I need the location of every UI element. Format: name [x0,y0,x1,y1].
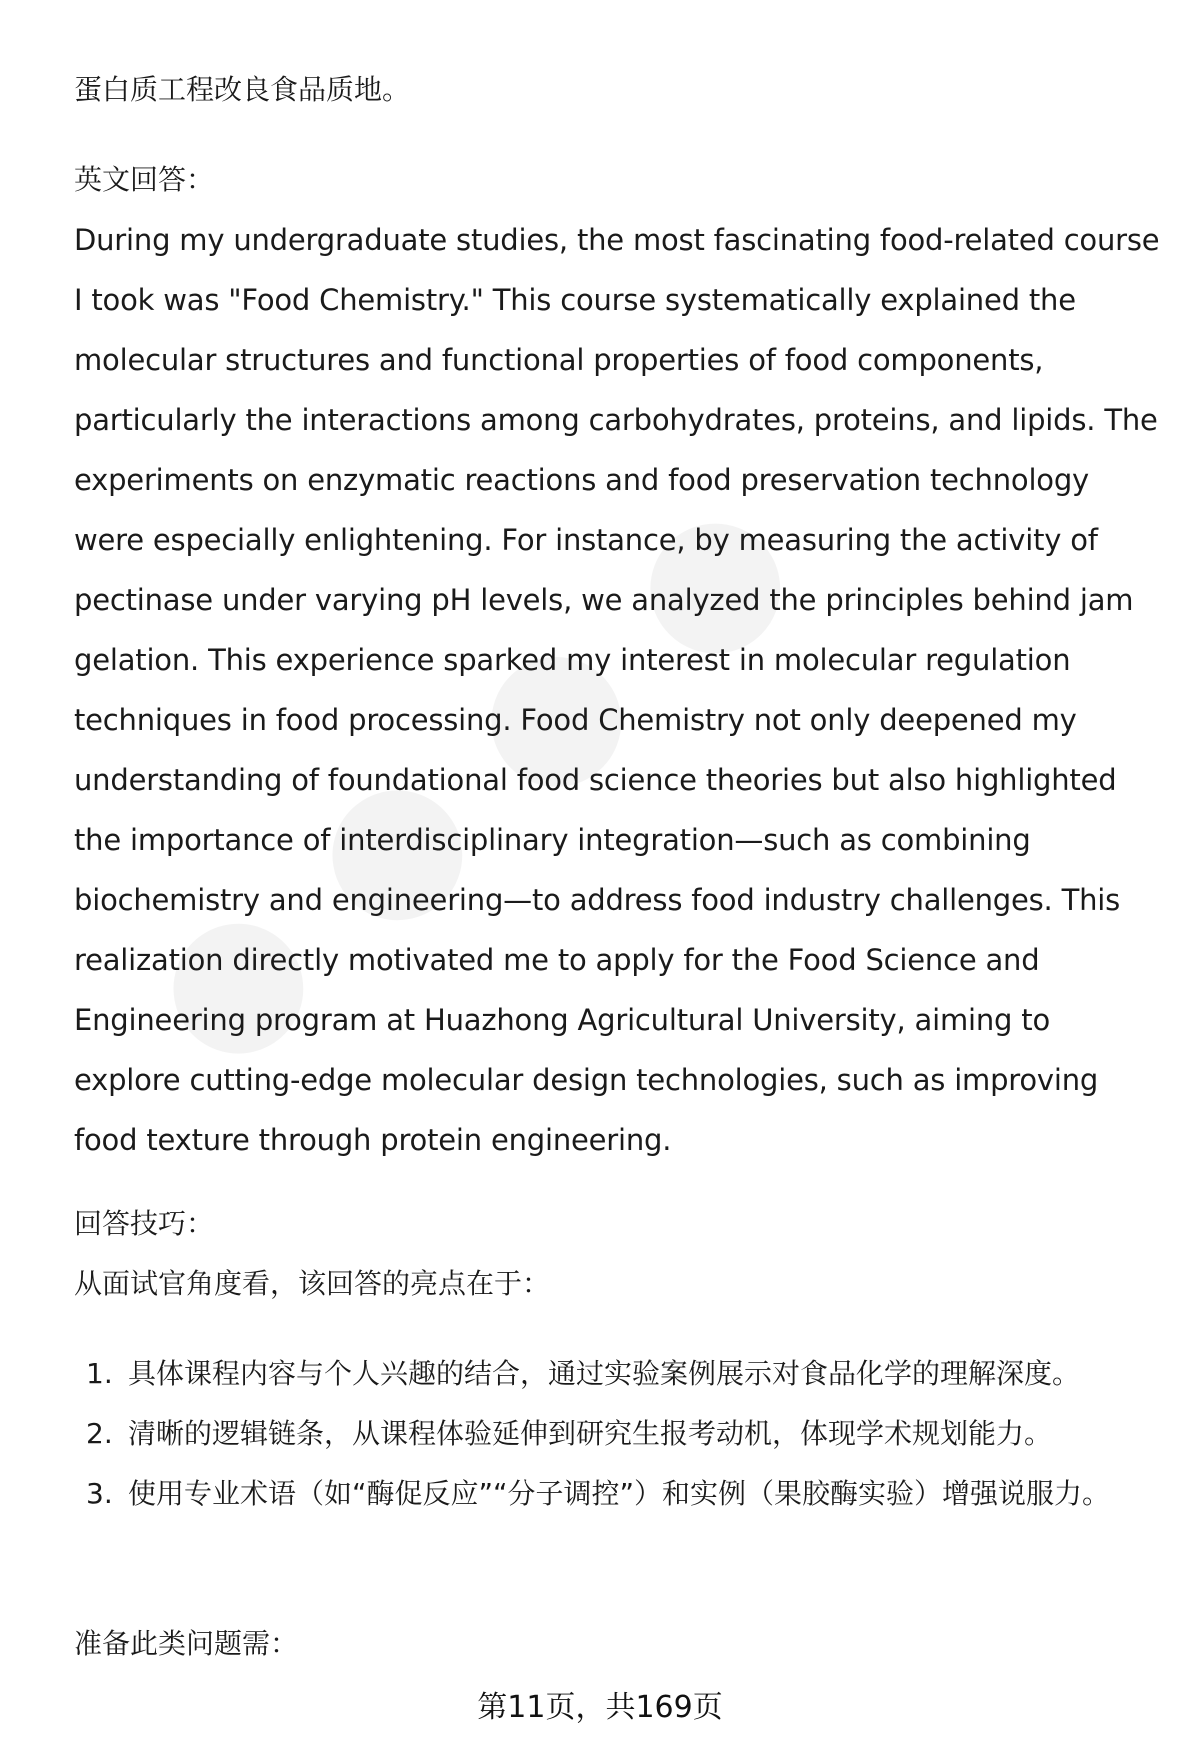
tips-intro: 从面试官角度看，该回答的亮点在于： [74,1267,551,1300]
list-item [74,1464,1154,1524]
list-item-number: 2. [86,1417,113,1450]
tips-heading: 回答技巧： [74,1207,215,1240]
list-item-text: 清晰的逻辑链条，从课程体验延伸到研究生报考动机，体现学术规划能力。 [128,1417,1053,1450]
list-item-number: 1. [86,1357,113,1390]
english-answer-heading: 英文回答： [74,163,215,196]
list-item-number: 3. [86,1477,113,1510]
page-footer: 第11页，共169页 [477,1690,723,1725]
list-item-text: 具体课程内容与个人兴趣的结合，通过实验案例展示对食品化学的理解深度。 [128,1357,1081,1390]
list-item [74,1404,1154,1464]
prep-heading: 准备此类问题需： [74,1627,299,1660]
list-item-text: 使用专业术语（如“酶促反应”“分子调控”）和实例（果胶酶实验）增强说服力。 [128,1477,1111,1510]
tips-list [74,1344,1154,1524]
english-answer-body: During my undergraduate studies, the most fascinating food-related course I took was "Food Chemistry." This course systematically explained the molecular structures and functional properties of food components, particularly the interactions among carbohydrates, proteins, and lipids. The experiments on enzymatic reactions and food preservation technology were especially enlightening. For instance, by measuring the activity of pectinase under varying pH levels, we analyzed the principles behind jam gelation. This experience sparked my interest in molecular regulation techniques in food processing. Food Chemistry not only deepened my understanding of foundational food science theories but also highlighted the importance of interdisciplinary integration—such as combining biochemistry and engineering—to address food industry challenges. This realization directly motivated me to apply for the Food Science and Engineering program at Huazhong Agricultural University, aiming to explore cutting-edge molecular design technologies, such as improving food texture through protein engineering. [74,223,1160,1157]
intro-fragment: 蛋白质工程改良食品质地。 [74,73,411,106]
list-item [74,1344,1154,1404]
